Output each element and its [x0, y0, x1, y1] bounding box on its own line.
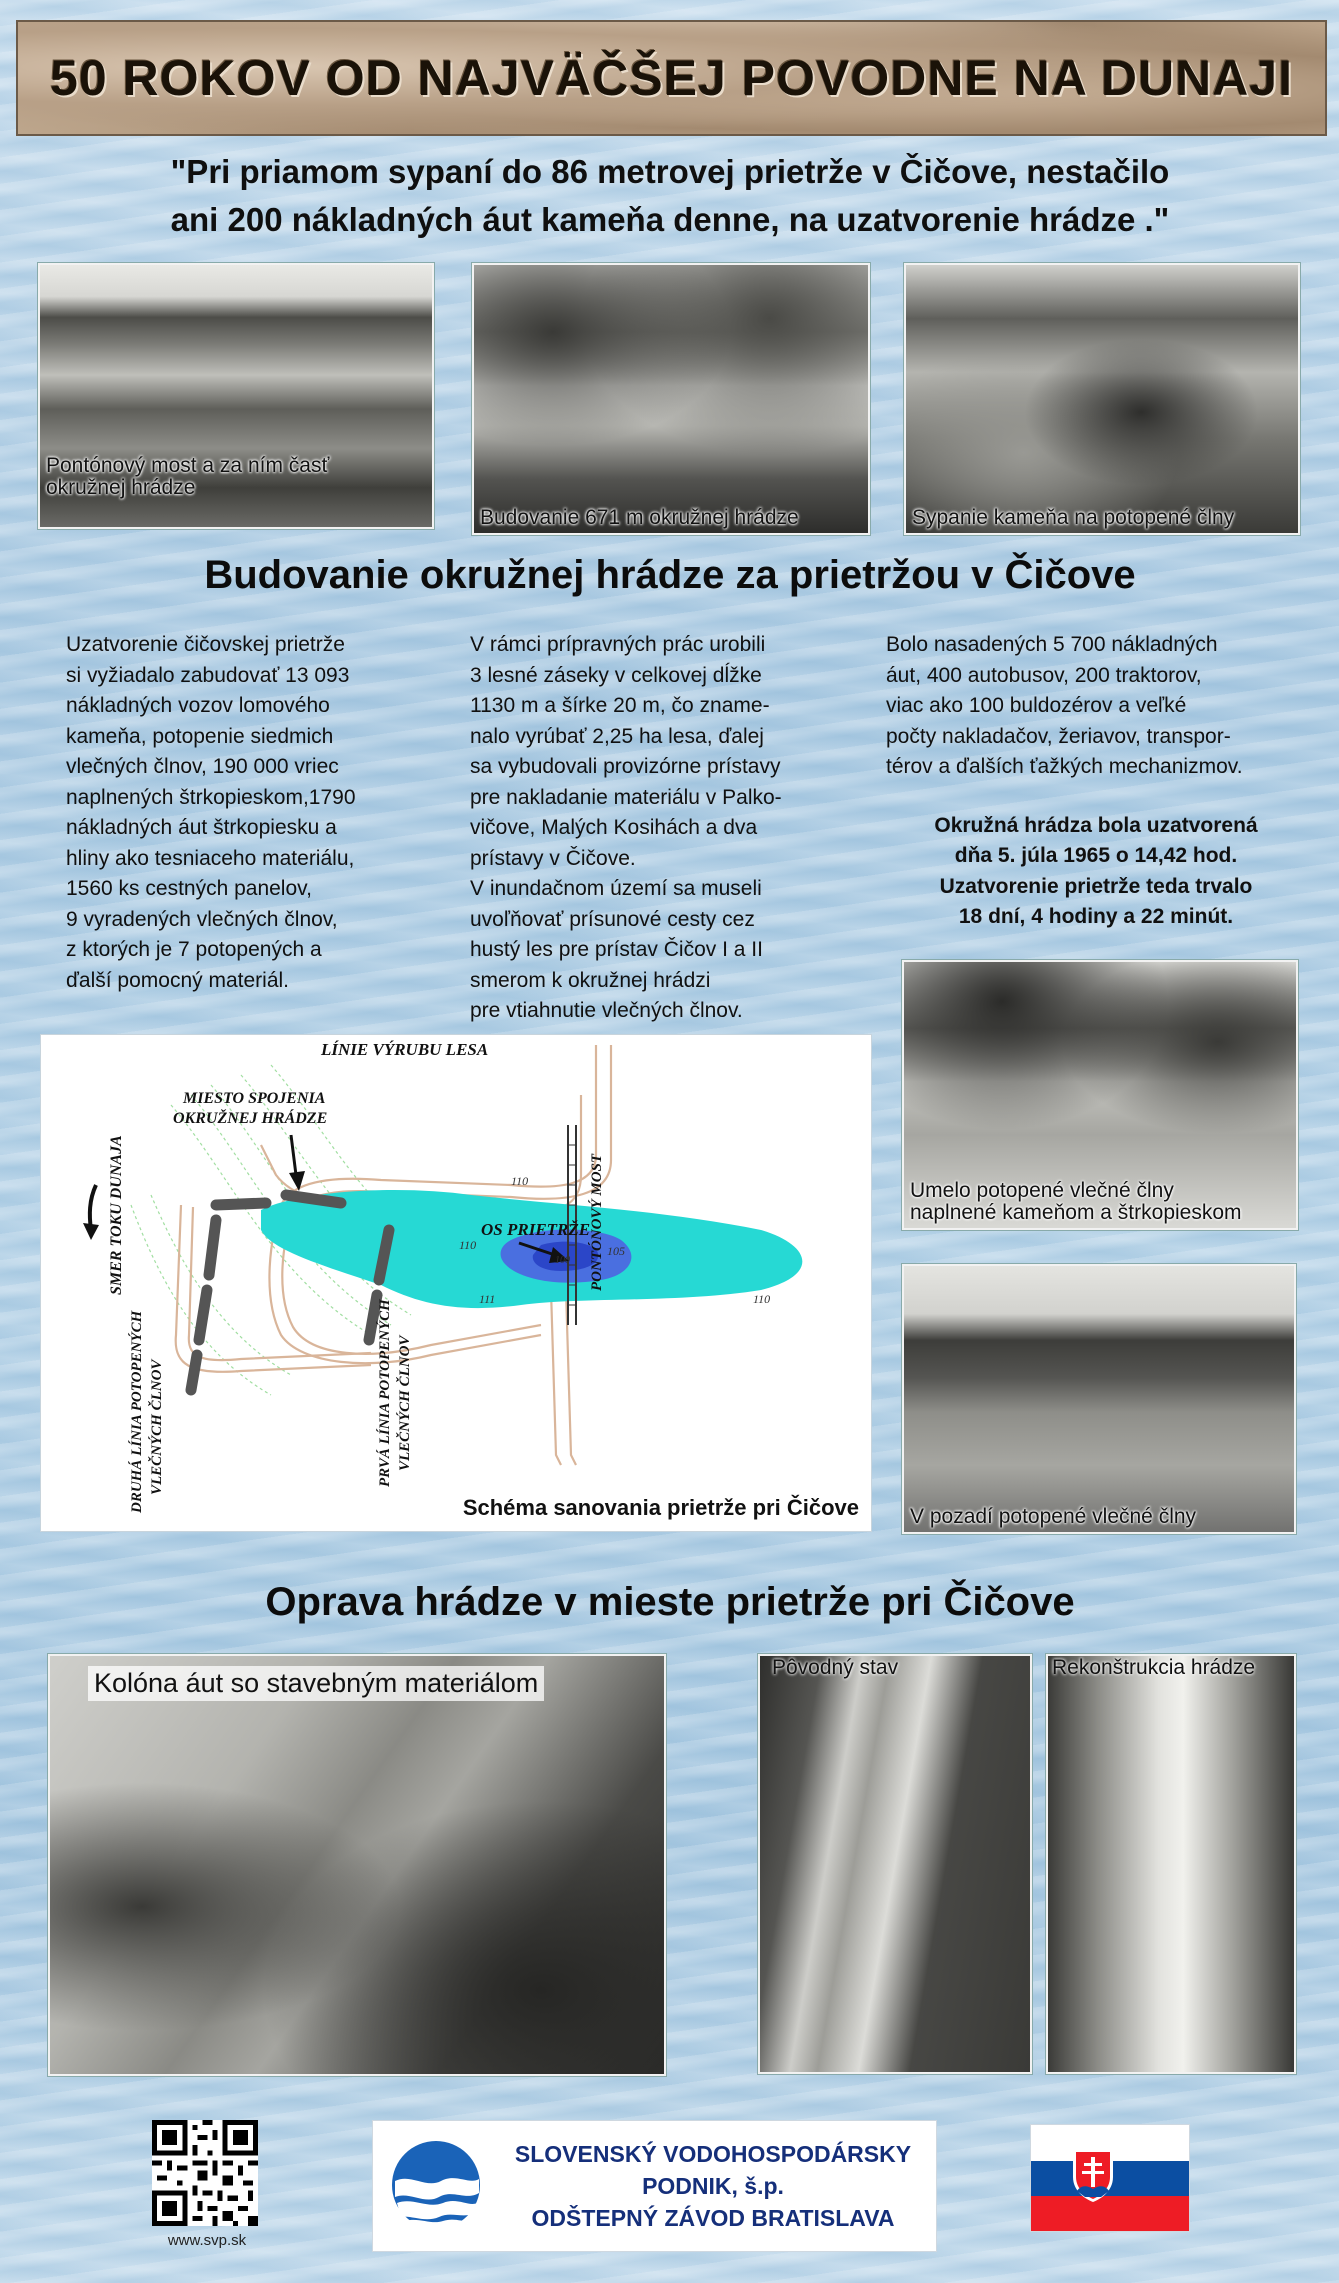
qr-code-icon — [152, 2120, 258, 2226]
contour-label: 105 — [607, 1244, 625, 1258]
quote-line-1: "Pri priamom sypaní do 86 metrovej prietrže v Čičove, nestačilo — [170, 153, 1170, 190]
junction-arrow — [289, 1135, 305, 1191]
closure-date-line: Okružná hrádza bola uzatvorená — [934, 813, 1258, 837]
photo-caption: V pozadí potopené vlečné člny — [910, 1505, 1197, 1528]
text-column-1: Uzatvorenie čičovskej prietrže si vyžiadalo zabudovať 13 093 nákladných vozov lomového kameňa, potopenie siedmich vlečných člnov, 190 000 vriec naplnených štrkopieskom,1790 nákladných áut štrkopiesku a hliny ako tesniaceho materiálu, 1560 ks cestných panelov, 9 vyradených vlečných člnov, z ktorých je 7 potopených a ďalší pomocný materiál. — [66, 633, 356, 992]
label-first-line-1: PRVÁ LÍNIA POTOPENÝCH — [377, 1299, 393, 1487]
page-title: 50 ROKOV OD NAJVÄČŠEJ POVODNE NA DUNAJI — [50, 50, 1293, 106]
label-pontoon-bridge: PONTÓNOVÝ MOST — [589, 1153, 605, 1291]
section-title-dam-repair: Oprava hrádze v mieste prietrže pri Čičove — [265, 1580, 1075, 1624]
label-breach-axis: OS PRIETRŽE — [481, 1220, 591, 1239]
contour-label: 110 — [459, 1238, 477, 1252]
breach-repair-schema — [40, 1034, 872, 1532]
label-flow-direction: SMER TOKU DUNAJA — [108, 1135, 125, 1295]
photo-dam-reconstruction — [1046, 1654, 1296, 2074]
photo-truck-column — [48, 1654, 666, 2076]
label-forest-line: LÍNIE VÝRUBU LESA — [321, 1040, 489, 1059]
organization-name: SLOVENSKÝ VODOHOSPODÁRSKY PODNIK, š.p. ODŠTEPNÝ ZÁVOD BRATISLAVA — [514, 2141, 912, 2231]
label-second-line-1: DRUHÁ LÍNIA POTOPENÝCH — [129, 1310, 145, 1513]
photo-ring-dam-building — [472, 263, 870, 535]
label-first-line-2: VLEČNÝCH ČLNOV — [397, 1335, 413, 1471]
contour-label: 111 — [479, 1292, 496, 1306]
coat-of-arms-icon — [1071, 2147, 1115, 2203]
contour-label: 110 — [753, 1292, 771, 1306]
photo-caption: Pontónový most a za ním časť okružnej hrádze — [46, 454, 330, 499]
text-column-2: V rámci prípravných prác urobili 3 lesné záseky v celkovej dĺžke 1130 m a šírke 20 m, čo zname- nalo vyrúbať 2,25 ha lesa, ďalej sa vybudovali provizórne prístavy pre nakladanie materiálu v Palko- vičove, Malých Kosihách a dva prístavy v Čičove. V inundačnom území sa museli uvoľňovať prísunové cesty cez hustý les pre prístav Čičov I a II smerom k okružnej hrádzi pre vtiahnutie vlečných člnov. — [470, 633, 782, 1022]
photo-stone-dumping — [904, 263, 1300, 535]
svp-logo-block — [372, 2120, 937, 2252]
contour-label: 110 — [511, 1174, 529, 1188]
schema-drawing — [41, 1035, 871, 1531]
flow-arrow — [83, 1185, 99, 1240]
photo-caption: Rekonštrukcia hrádze — [1052, 1656, 1256, 1679]
label-second-line-2: VLEČNÝCH ČLNOV — [149, 1359, 165, 1495]
photo-caption: Pôvodný stav — [772, 1656, 899, 1679]
slovak-flag-icon — [1030, 2124, 1190, 2232]
photo-caption: Budovanie 671 m okružnej hrádze — [480, 506, 799, 529]
photo-caption: Sypanie kameňa na potopené člny — [912, 506, 1235, 529]
section-title-ring-dam: Budovanie okružnej hrádze za prietržou v Čičove — [204, 553, 1136, 597]
schema-caption: Schéma sanovania prietrže pri Čičove — [462, 1495, 859, 1520]
photo-pontoon-bridge — [38, 263, 434, 529]
qr-code[interactable] — [152, 2120, 258, 2226]
title-banner — [16, 20, 1327, 136]
photo-sunken-barges — [902, 960, 1298, 1230]
svp-logo-icon — [381, 2121, 491, 2251]
photo-original-state — [758, 1654, 1032, 2074]
quote-line-2: ani 200 nákladných áut kameňa denne, na uzatvorenie hrádze ." — [170, 201, 1170, 238]
label-junction-2: OKRUŽNEJ HRÁDZE — [173, 1110, 328, 1127]
contour-label: 100 — [555, 1255, 570, 1266]
quote — [60, 148, 1280, 244]
photo-caption: Kolóna áut so stavebným materiálom — [88, 1666, 544, 1701]
label-junction-1: MIESTO SPOJENIA — [183, 1090, 326, 1107]
text-column-3: Bolo nasadených 5 700 nákladných áut, 400 autobusov, 200 traktorov, viac ako 100 buldozérov a veľké počty nakladačov, žeriavov, transpor- térov a ďalších ťažkých mechanizmov. Okružná hrádza bola uzatvorená dňa 5. júla 1965 o 14,42 hod. Uzatvorenie prietrže teda trvalo 18 dní, 4 hodiny a 22 minút. — [886, 630, 1306, 933]
photo-caption: Umelo potopené vlečné člny naplnené kameňom a štrkopieskom — [910, 1179, 1242, 1224]
photo-flood-background — [902, 1264, 1296, 1534]
website-link[interactable]: www.svp.sk — [167, 2232, 247, 2249]
